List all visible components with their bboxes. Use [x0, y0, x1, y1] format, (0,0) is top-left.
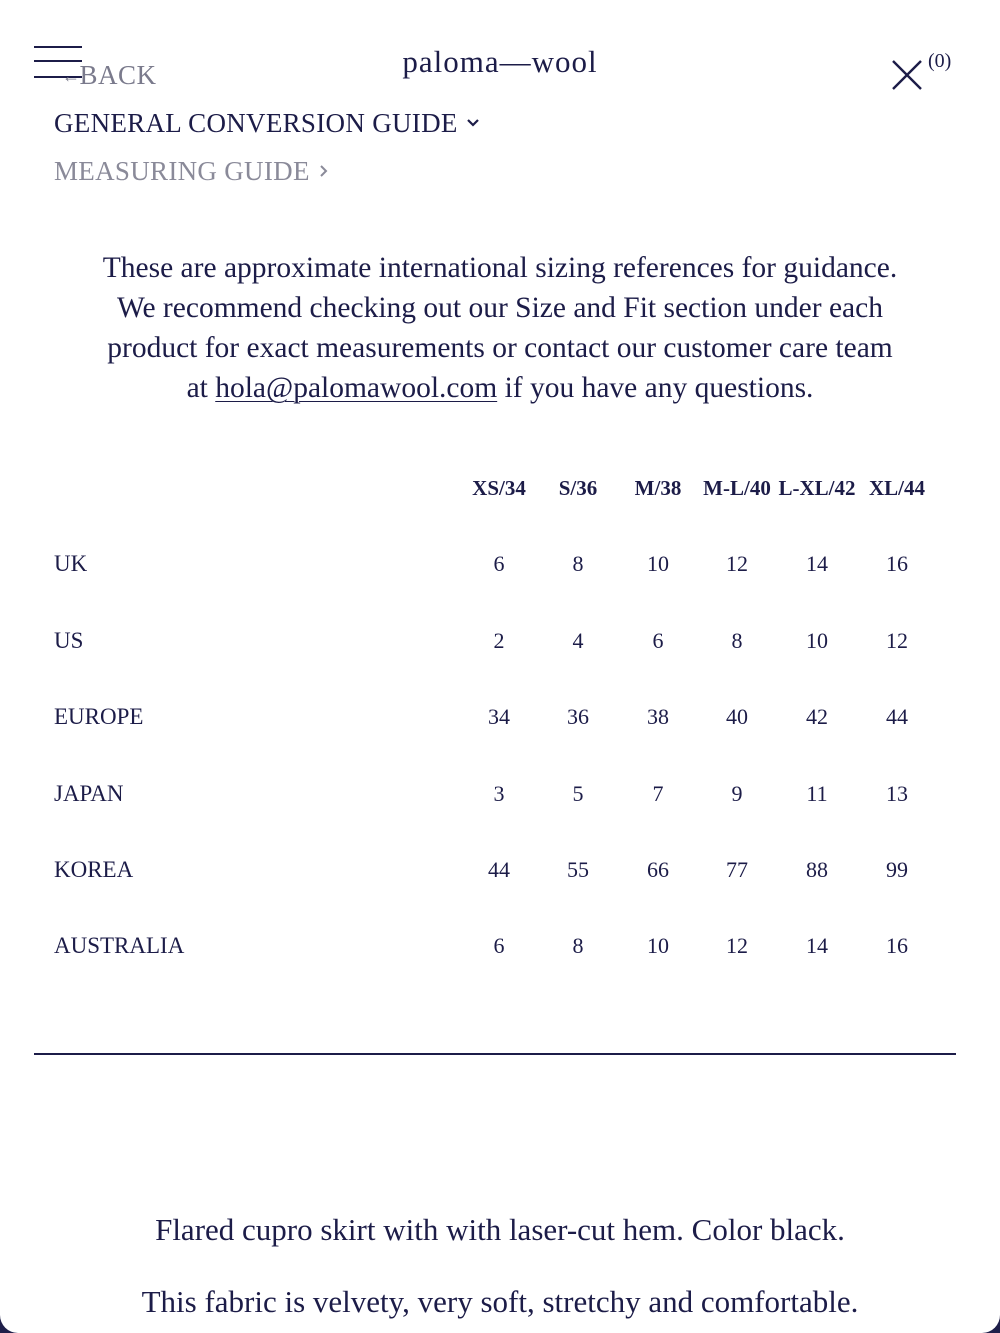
- intro-line: [40, 368, 960, 408]
- size-cell: 10: [647, 933, 669, 958]
- size-cell: 88: [806, 857, 828, 882]
- size-cell: 34: [488, 704, 510, 729]
- size-column-header: XL/44: [868, 476, 925, 500]
- size-cell: 12: [726, 551, 748, 576]
- size-cell: 44: [886, 704, 908, 729]
- size-cell: 13: [886, 781, 908, 806]
- divider: [34, 1053, 956, 1055]
- back-label: BACK: [79, 60, 157, 90]
- intro-line: We recommend checking out our Size and Fit section under each: [116, 292, 883, 324]
- size-cell: 5: [572, 781, 584, 806]
- size-column-header: M/38: [634, 476, 682, 500]
- size-cell: 6: [652, 628, 664, 653]
- measuring-guide-label: MEASURING GUIDE: [54, 156, 310, 186]
- size-cell: 7: [652, 781, 664, 806]
- size-row-label: EUROPE: [54, 704, 144, 729]
- general-conversion-guide-label: GENERAL CONVERSION GUIDE: [54, 108, 458, 138]
- size-cell: 14: [806, 933, 828, 958]
- size-cell: 10: [806, 628, 828, 653]
- intro-line-prefix: at: [186, 372, 216, 404]
- general-conversion-guide-tab[interactable]: [54, 108, 480, 139]
- size-cell: 66: [647, 857, 669, 882]
- size-column-header: L-XL/42: [778, 476, 856, 500]
- intro-line: These are approximate international sizing references for guidance.: [102, 252, 898, 284]
- intro-text: [40, 248, 960, 408]
- size-cell: 38: [647, 704, 669, 729]
- size-column-header: S/36: [558, 476, 598, 500]
- product-description: Flared cupro skirt with with laser-cut hem. Color black.: [155, 1212, 845, 1247]
- size-cell: 11: [806, 781, 828, 806]
- size-cell: 3: [493, 781, 505, 806]
- chevron-down-icon: [466, 118, 480, 128]
- measuring-guide-tab[interactable]: [54, 156, 330, 187]
- size-cell: 9: [731, 781, 743, 806]
- size-cell: 40: [726, 704, 748, 729]
- size-cell: 8: [572, 551, 584, 576]
- size-row-label: AUSTRALIA: [54, 933, 185, 958]
- size-cell: 6: [493, 551, 505, 576]
- size-cell: 12: [886, 628, 908, 653]
- email-link[interactable]: hola@palomawool.com: [215, 372, 498, 404]
- size-cell: 55: [567, 857, 589, 882]
- size-cell: 16: [886, 551, 908, 576]
- size-cell: 42: [806, 704, 828, 729]
- cart-count: (0): [928, 50, 952, 72]
- chevron-right-icon: [318, 164, 330, 178]
- close-icon: [890, 58, 924, 92]
- size-row-label: US: [54, 628, 84, 653]
- back-arrow-icon: ←: [62, 66, 81, 86]
- size-row-label: KOREA: [54, 857, 134, 882]
- size-cell: 6: [493, 933, 505, 958]
- size-cell: 10: [647, 551, 669, 576]
- size-row-label: JAPAN: [54, 781, 124, 806]
- size-row-label: UK: [54, 551, 88, 576]
- size-cell: 14: [806, 551, 828, 576]
- intro-line-suffix: if you have any questions.: [497, 372, 814, 404]
- size-cell: 8: [731, 628, 743, 653]
- size-column-header: XS/34: [472, 476, 526, 500]
- product-fabric-note: This fabric is velvety, very soft, stretchy and comfortable.: [141, 1284, 859, 1319]
- size-column-header: M-L/40: [703, 476, 771, 500]
- size-cell: 77: [726, 857, 748, 882]
- size-cell: 36: [567, 704, 589, 729]
- size-cell: 99: [886, 857, 908, 882]
- size-cell: 8: [572, 933, 584, 958]
- size-cell: 16: [886, 933, 908, 958]
- brand-logo[interactable]: paloma—wool: [402, 44, 598, 79]
- size-cell: 4: [572, 628, 584, 653]
- intro-line: product for exact measurements or contact our customer care team: [107, 332, 893, 364]
- size-cell: 12: [726, 933, 748, 958]
- size-cell: 44: [488, 857, 510, 882]
- size-cell: 2: [493, 628, 505, 653]
